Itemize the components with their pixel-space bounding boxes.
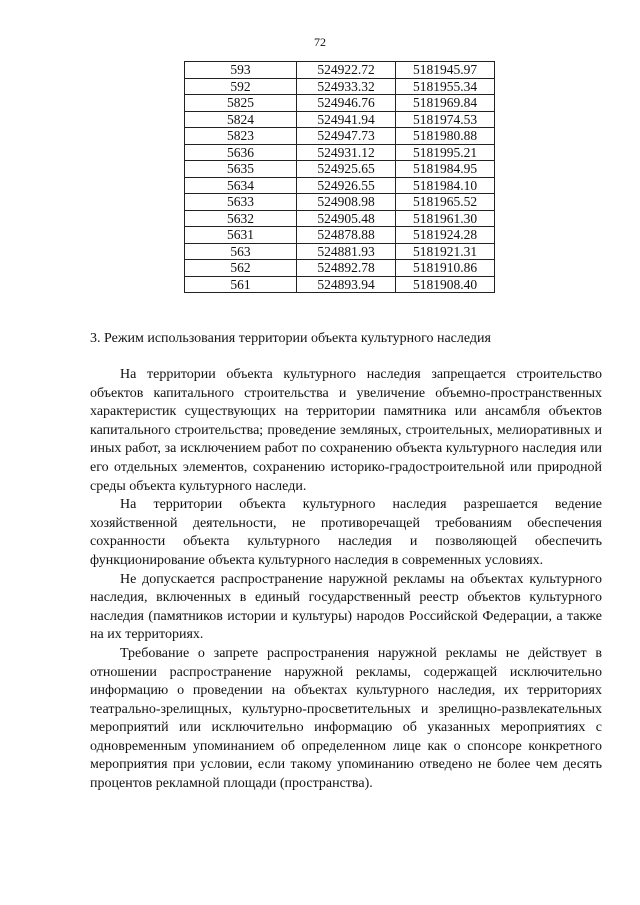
table-row (185, 227, 495, 244)
x-coordinate-cell: 524931.12 (297, 144, 396, 161)
point-number-cell: 5632 (185, 210, 297, 227)
point-number-cell: 5824 (185, 111, 297, 128)
page-number: 72 (314, 35, 326, 49)
y-coordinate-cell: 5181984.10 (396, 177, 495, 194)
table-row (185, 128, 495, 145)
paragraph-prohibitions: На территории объекта культурного наследия запрещается строительство объектов капитального строительства и увеличение объемно-пространственных характеристик существующих на территории памятника или ансамбля объектов капитального строительства; проведение земляных, строительных, мелиоративных и иных работ, за исключением работ по сохранению объекта культурного наследия или его отдельных элементов, сохранению историко-градостроительной или природной среды объекта культурного наследи. (90, 367, 602, 494)
y-coordinate-cell: 5181908.40 (396, 276, 495, 293)
section-heading: 3. Режим использования территории объекта культурного наследия (90, 331, 491, 346)
x-coordinate-cell: 524933.32 (297, 78, 396, 95)
y-coordinate-cell: 5181980.88 (396, 128, 495, 145)
table-row (185, 78, 495, 95)
coordinates-table-body (185, 62, 495, 293)
x-coordinate-cell: 524905.48 (297, 210, 396, 227)
table-row (185, 260, 495, 277)
y-coordinate-cell: 5181961.30 (396, 210, 495, 227)
paragraph-advertising-ban: Не допускается распространение наружной рекламы на объектах культурного наследия, включенных в единый государственный реестр объектов культурного наследия (памятников истории и культуры) народов Российской Федерации, а также на их территориях. (90, 571, 602, 643)
x-coordinate-cell: 524925.65 (297, 161, 396, 178)
point-number-cell: 5633 (185, 194, 297, 211)
x-coordinate-cell: 524926.55 (297, 177, 396, 194)
y-coordinate-cell: 5181969.84 (396, 95, 495, 112)
y-coordinate-cell: 5181974.53 (396, 111, 495, 128)
point-number-cell: 5825 (185, 95, 297, 112)
x-coordinate-cell: 524941.94 (297, 111, 396, 128)
x-coordinate-cell: 524908.98 (297, 194, 396, 211)
point-number-cell: 592 (185, 78, 297, 95)
table-row (185, 62, 495, 79)
table-row (185, 144, 495, 161)
y-coordinate-cell: 5181910.86 (396, 260, 495, 277)
x-coordinate-cell: 524892.78 (297, 260, 396, 277)
y-coordinate-cell: 5181995.21 (396, 144, 495, 161)
point-number-cell: 5823 (185, 128, 297, 145)
y-coordinate-cell: 5181921.31 (396, 243, 495, 260)
x-coordinate-cell: 524893.94 (297, 276, 396, 293)
paragraph-advertising-exception: Требование о запрете распространения наружной рекламы не действует в отношении распространение наружной рекламы, содержащей исключительно информацию о проведении на объектах культурного наследия, их территориях театрально-зрелищных, культурно-просветительных и зрелищно-развлекательных мероприятий или исключительно информацию об указанных мероприятиях с одновременным упоминанием об определенном лице как о спонсоре конкретного мероприятия при условии, если такому упоминанию отведено не более чем десять процентов рекламной площади (пространства). (90, 645, 602, 792)
y-coordinate-cell: 5181984.95 (396, 161, 495, 178)
point-number-cell: 593 (185, 62, 297, 79)
table-row (185, 177, 495, 194)
table-row (185, 210, 495, 227)
table-row (185, 111, 495, 128)
paragraph-permitted-activity: На территории объекта культурного наследия разрешается ведение хозяйственной деятельности, не противоречащей требованиям обеспечения сохранности объекта культурного наследия и позволяющей обеспечить функционирование объекта культурного наследия в современных условиях. (90, 497, 602, 568)
x-coordinate-cell: 524878.88 (297, 227, 396, 244)
point-number-cell: 562 (185, 260, 297, 277)
point-number-cell: 5634 (185, 177, 297, 194)
table-row (185, 276, 495, 293)
point-number-cell: 563 (185, 243, 297, 260)
x-coordinate-cell: 524922.72 (297, 62, 396, 79)
y-coordinate-cell: 5181945.97 (396, 62, 495, 79)
table-row (185, 243, 495, 260)
table-row (185, 194, 495, 211)
x-coordinate-cell: 524946.76 (297, 95, 396, 112)
point-number-cell: 5631 (185, 227, 297, 244)
table-row (185, 161, 495, 178)
x-coordinate-cell: 524947.73 (297, 128, 396, 145)
x-coordinate-cell: 524881.93 (297, 243, 396, 260)
section-body (90, 366, 602, 794)
point-number-cell: 5635 (185, 161, 297, 178)
table-row (185, 95, 495, 112)
point-number-cell: 5636 (185, 144, 297, 161)
y-coordinate-cell: 5181924.28 (396, 227, 495, 244)
point-number-cell: 561 (185, 276, 297, 293)
y-coordinate-cell: 5181965.52 (396, 194, 495, 211)
y-coordinate-cell: 5181955.34 (396, 78, 495, 95)
coordinates-table (184, 61, 495, 293)
